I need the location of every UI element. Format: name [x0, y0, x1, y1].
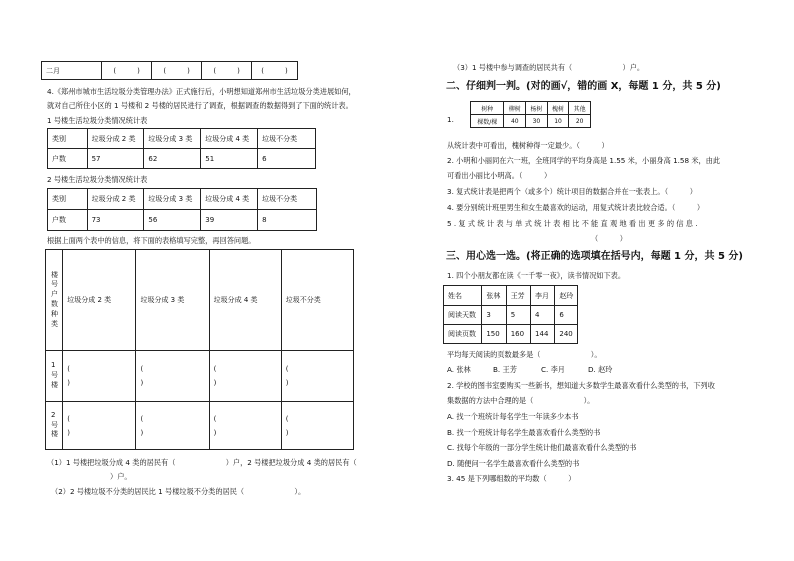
building1-table — [47, 128, 316, 169]
table-cell: 20 — [569, 115, 591, 128]
tree-table — [470, 101, 591, 128]
table-header: 王芳 — [506, 286, 530, 306]
row-label: 1号楼 — [46, 351, 63, 402]
judge-item: 从统计表中可看出，槐树种得一定最少。（ ） — [447, 141, 609, 150]
table-cell: 160 — [506, 325, 530, 344]
table-header: 垃圾分成 3 类 — [144, 189, 201, 210]
table-header: 槐树 — [547, 102, 569, 115]
table-cell: 30 — [526, 115, 548, 128]
table-cell: 5 — [506, 306, 530, 325]
answer-cell[interactable]: ( ) — [209, 402, 281, 450]
row-label: 棵数/棵 — [471, 115, 504, 128]
building2-table — [47, 188, 317, 231]
row-label: 阅读页数 — [444, 325, 482, 344]
table2-title: 2 号楼生活垃圾分类情况统计表 — [47, 175, 148, 184]
table-header: 垃圾不分类 — [281, 250, 353, 351]
answer-cell[interactable]: ( ) — [63, 351, 136, 402]
table-cell: 6 — [555, 306, 578, 325]
table1-title: 1 号楼生活垃圾分类情况统计表 — [47, 116, 148, 125]
answer-cell[interactable]: ( ) — [281, 402, 353, 450]
table-header: 杨树 — [526, 102, 548, 115]
table-header: 垃圾分成 3 类 — [136, 250, 209, 351]
blank-cell[interactable]: ( ) — [152, 62, 202, 80]
table-cell: 73 — [87, 210, 144, 231]
q4-intro-line2: 就对自己所住小区的 1 号楼和 2 号楼的居民进行了调查，根据调查的数据得到了下面的统计表。 — [47, 101, 353, 110]
option-d[interactable]: D. 随便问一名学生最喜欢看什么类型的书 — [447, 459, 580, 468]
table-header: 张林 — [482, 286, 506, 306]
sub-question-1-line1: （1）1 号楼把垃圾分成 4 类的居民有（ ）户，2 号楼把垃圾分成 4 类的居民有（ — [47, 458, 357, 467]
combined-table — [45, 249, 354, 450]
table-cell: 39 — [201, 210, 258, 231]
table-header: 垃圾分成 2 类 — [87, 189, 144, 210]
table-cell: 4 — [531, 306, 555, 325]
table-header: 垃圾不分类 — [258, 129, 316, 149]
choice-q3: 3. 45 是下列哪组数的平均数（ ） — [447, 474, 576, 483]
table-cell: 51 — [201, 149, 258, 169]
section3-title: 三、用心选一选。(将正确的选项填在括号内，每题 1 分，共 5 分) — [446, 251, 743, 262]
answer-cell[interactable]: ( ) — [209, 351, 281, 402]
table-header: 垃圾分成 4 类 — [201, 189, 258, 210]
choice-q1-question: 平均每天阅读的页数最多是（ ）。 — [447, 350, 602, 359]
sub-question-3: （3）1 号楼中参与调查的居民共有（ ）户。 — [453, 63, 645, 72]
option-c[interactable]: C. 找每个年级的一部分学生统计他们最喜欢看什么类型的书 — [447, 443, 637, 452]
table-header: 类别 — [48, 189, 88, 210]
blank-cell[interactable]: ( ) — [202, 62, 252, 80]
answer-cell[interactable]: ( ) — [63, 402, 136, 450]
option-a[interactable]: A. 张林 — [447, 365, 471, 374]
table-header: 垃圾分成 2 类 — [63, 250, 136, 351]
table-header: 其他 — [569, 102, 591, 115]
table-cell: 6 — [258, 149, 316, 169]
table-header: 垃圾分成 4 类 — [209, 250, 281, 351]
section2-title: 二、仔细判一判。(对的画√，错的画 X，每题 1 分，共 5 分) — [446, 81, 721, 92]
answer-cell[interactable]: ( ) — [136, 402, 209, 450]
table-header: 姓名 — [444, 286, 482, 306]
option-b[interactable]: B. 找一个班统计每名学生最喜欢看什么类型的书 — [447, 428, 601, 437]
row-label: 户数 — [48, 210, 88, 231]
table-header: 垃圾分成 4 类 — [201, 129, 258, 149]
table-cell: 150 — [482, 325, 506, 344]
answer-cell[interactable]: ( ) — [136, 351, 209, 402]
table-cell: 3 — [482, 306, 506, 325]
table-header: 树种 — [471, 102, 504, 115]
table-cell: 10 — [547, 115, 569, 128]
table-cell: 57 — [87, 149, 144, 169]
table-header: 李月 — [531, 286, 555, 306]
table-cell: 40 — [504, 115, 526, 128]
table-cell: 56 — [144, 210, 201, 231]
judge-item: 3. 复式统计表是把两个（或多个）统计项目的数据合并在一张表上。（ ） — [447, 187, 697, 196]
judge-item: 5 . 复 式 统 计 表 与 单 式 统 计 表 相 比 不 能 直 观 地 看 出 更 多 的 信 息 . — [447, 219, 698, 228]
answer-cell[interactable]: ( ) — [281, 351, 353, 402]
table-header: 类别 — [48, 129, 88, 149]
blank-cell[interactable]: ( ) — [102, 62, 152, 80]
option-a[interactable]: A. 找一个班统计每名学生一年读多少本书 — [447, 412, 579, 421]
q4-intro-line1: 4.《郑州市城市生活垃圾分类管理办法》正式施行后，小明想知道郑州市生活垃圾分类进展如何， — [47, 87, 356, 96]
judge-item: 可看出小丽比小明高。（ ） — [447, 171, 552, 180]
combine-instruction: 根据上面两个表中的信息，将下面的表格填写完整，再回答问题。 — [47, 236, 256, 245]
table-cell: 240 — [555, 325, 578, 344]
option-c[interactable]: C. 李月 — [541, 365, 565, 374]
table-header: 垃圾分成 3 类 — [144, 129, 201, 149]
row-label: 阅读天数 — [444, 306, 482, 325]
table-cell: 144 — [531, 325, 555, 344]
reading-table — [443, 285, 578, 344]
option-d[interactable]: D. 赵玲 — [588, 365, 613, 374]
sub-question-1-line2: ）户。 — [110, 472, 132, 481]
judge-item: 2. 小明和小丽同在六一班，全班同学的平均身高是 1.55 米，小丽身高 1.58 米，由此 — [447, 156, 721, 165]
row-label: 2号楼 — [46, 402, 63, 450]
judge-item: 4. 要分别统计班里男生和女生最喜欢的运动，用复式统计表比较合适。（ ） — [447, 203, 705, 212]
table-header: 垃圾不分类 — [258, 189, 317, 210]
table-cell: 8 — [258, 210, 317, 231]
row-label: 户数 — [48, 149, 88, 169]
judge-item: （ ） — [591, 234, 627, 243]
table-header: 垃圾分成 2 类 — [87, 129, 144, 149]
month-cell: 二月 — [42, 62, 102, 80]
choice-q2-line2: 集数据的方法中合理的是（ ）。 — [447, 396, 595, 405]
q1-number: 1. — [447, 115, 454, 124]
sub-question-2: （2）2 号楼垃圾不分类的居民比 1 号楼垃圾不分类的居民（ ）。 — [51, 487, 306, 496]
choice-q2-line1: 2. 学校的图书室要购买一些新书，想知道大多数学生最喜欢看什么类型的书，下列收 — [447, 381, 715, 390]
corner-cell: 楼号户数种类 — [46, 250, 63, 351]
choice-q1: 1. 四个小朋友都在读《一千零一夜》，读书情况如下表。 — [447, 271, 626, 280]
table-header: 赵玲 — [555, 286, 578, 306]
option-b[interactable]: B. 王芳 — [493, 365, 517, 374]
table-cell: 62 — [144, 149, 201, 169]
blank-cell[interactable]: ( ) — [252, 62, 298, 80]
table-header: 柳树 — [504, 102, 526, 115]
top-row-table — [41, 61, 298, 80]
